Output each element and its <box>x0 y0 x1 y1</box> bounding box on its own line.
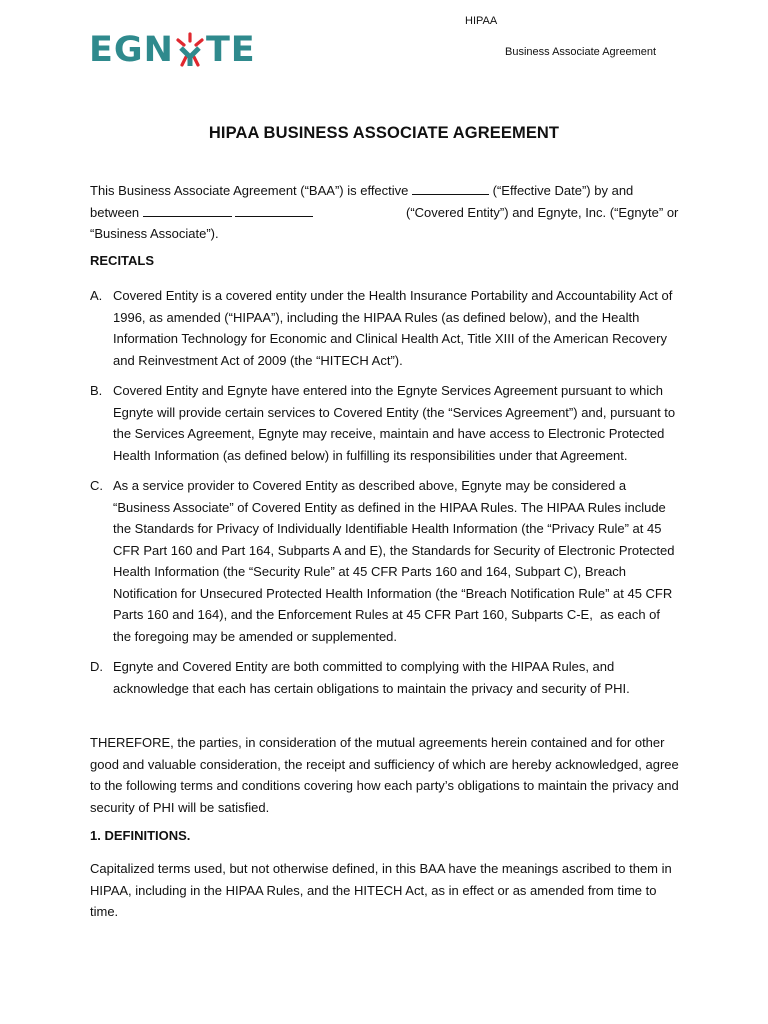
intro-part-2: (“Effective Date”) by and between <box>90 183 634 220</box>
header-top-label: HIPAA <box>465 15 498 27</box>
recital-item <box>90 656 680 699</box>
covered-entity-name-blank <box>143 204 232 217</box>
recital-item <box>90 380 680 466</box>
spark-y-icon <box>175 32 205 68</box>
intro-part-3: (“Covered Entity”) and Egnyte, Inc. (“Egnyte” or “Business Associate”). <box>90 204 679 241</box>
recital-text: Egnyte and Covered Entity are both committed to complying with the HIPAA Rules, and acknowledge that each has certain obligations to maintain the privacy and security of PHI. <box>113 659 630 696</box>
recitals-heading: RECITALS <box>90 253 155 268</box>
recital-mark: A. <box>90 288 103 303</box>
therefore-paragraph: THEREFORE, the parties, in consideration of the mutual agreements herein contained and for other good and valuable consideration, the receipt and sufficiency of which are hereby acknowledged, agree to the following terms and conditions covering how each party’s obligations to maintain the privacy and security of PHI will be satisfied. <box>90 735 679 815</box>
egnyte-logo <box>89 28 256 72</box>
intro-paragraph <box>90 180 680 245</box>
recital-mark: B. <box>90 383 103 398</box>
recital-mark: D. <box>90 659 103 674</box>
logo-text-left: EGN <box>89 29 174 70</box>
recital-text: Covered Entity and Egnyte have entered into the Egnyte Services Agreement pursuant to which Egnyte will provide certain services to Covered Entity (the “Services Agreement”) and, pursuant to the Services Agreement, Egnyte may receive, maintain and have access to Electronic Protected Health Information (as defined below) in fulfilling its responsibilities under that Agreement. <box>113 383 676 463</box>
recital-text: Covered Entity is a covered entity under the Health Insurance Portability and Accountability Act of 1996, as amended (“HIPAA”), including the HIPAA Rules (as defined below), and the Health Information Technology for Economic and Clinical Health Act, Title XIII of the American Recovery and Reinvestment Act of 2009 (the “HITECH Act”). <box>113 288 673 368</box>
recital-text: As a service provider to Covered Entity as described above, Egnyte may be considered a “Business Associate” of Covered Entity as defined in the HIPAA Rules. The HIPAA Rules include the Standards for Privacy of Individually Identifiable Health Information (the “Privacy Rule” at 45 CFR Part 160 and Part 164, Subparts A and E), the Standards for Security of Electronic Protected Health Information (the “Security Rule” at 45 CFR Parts 160 and 164, Subpart C), Breach Notification for Unsecured Protected Health Information (the “Breach Notification Rule” at 45 CFR Parts 160 and 164), and the Enforcement Rules at 45 CFR Part 160, Subparts C-E, as each of the foregoing may be amended or supplemented. <box>113 478 675 644</box>
intro-part-1: This Business Associate Agreement (“BAA”) is effective <box>90 183 413 198</box>
recital-mark: C. <box>90 478 103 493</box>
recital-item <box>90 475 680 647</box>
document-title: HIPAA BUSINESS ASSOCIATE AGREEMENT <box>208 124 560 142</box>
definitions-paragraph: Capitalized terms used, but not otherwise defined, in this BAA have the meanings ascribed to them in HIPAA, including in the HIPAA Rules, and the HITECH Act, as in effect or as amended from time to time. <box>90 861 672 919</box>
recital-item <box>90 285 680 371</box>
effective-date-blank <box>412 182 489 195</box>
covered-entity-name-blank-2 <box>235 204 313 217</box>
logo-text-right: TE <box>205 29 256 70</box>
definitions-heading: 1. DEFINITIONS. <box>90 828 191 843</box>
header-subtitle: Business Associate Agreement <box>505 46 657 58</box>
recitals-list <box>90 285 680 708</box>
